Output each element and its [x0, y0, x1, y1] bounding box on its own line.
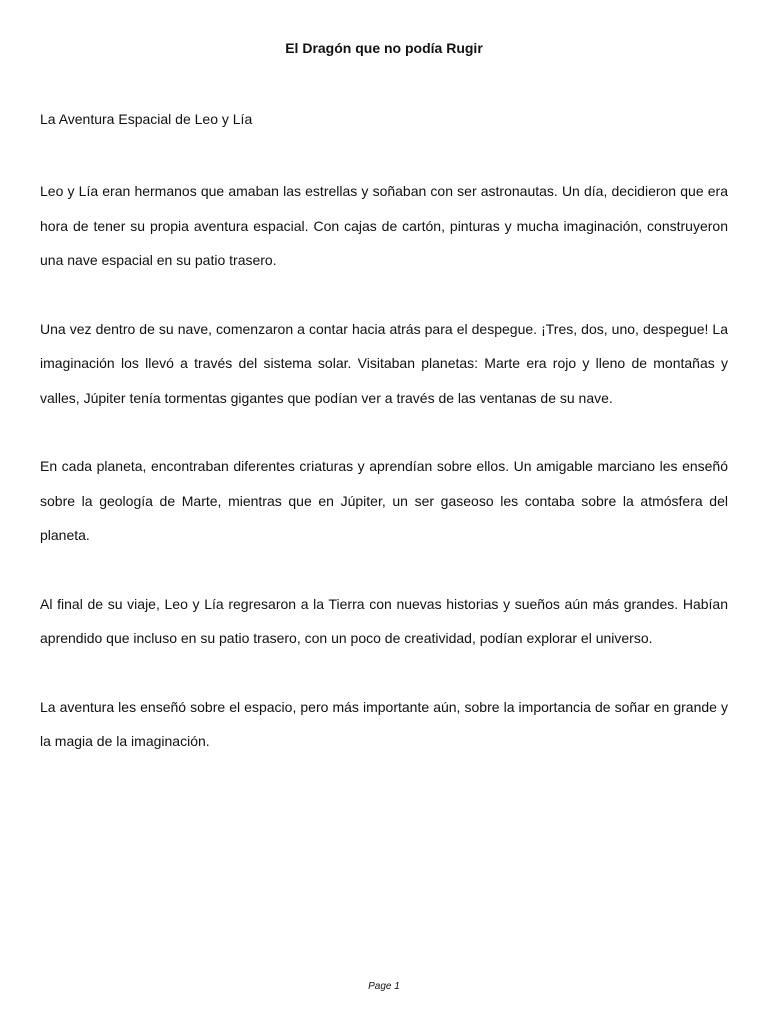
- paragraph: Una vez dentro de su nave, comenzaron a contar hacia atrás para el despegue. ¡Tres, dos, uno, despegue! La imaginación los llevó a través del sistema solar. Visitaban planetas: Marte era rojo y lleno de montañas y valles, Júpiter tenía tormentas gigantes que podían ver a través de las ventanas de su nave.: [40, 320, 728, 406]
- page-title: El Dragón que no podía Rugir: [285, 40, 483, 56]
- paragraph: Leo y Lía eran hermanos que amaban las estrellas y soñaban con ser astronautas. Un día, decidieron que era hora de tener su propia aventura espacial. Con cajas de cartón, pinturas y mucha imaginación, construyeron una nave espacial en su patio trasero.: [40, 183, 728, 268]
- story-body: [40, 174, 728, 793]
- paragraph: Al final de su viaje, Leo y Lía regresaron a la Tierra con nuevas historias y sueños aún más grandes. Habían aprendido que incluso en su patio trasero, con un poco de creatividad, podían explorar el universo.: [40, 595, 728, 646]
- page-number: Page 1: [368, 981, 400, 992]
- paragraph: La aventura les enseñó sobre el espacio, pero más importante aún, sobre la importancia de soñar en grande y la magia de la imaginación.: [40, 698, 728, 749]
- paragraph: En cada planeta, encontraban diferentes criaturas y aprendían sobre ellos. Un amigable marciano les enseñó sobre la geología de Marte, mientras que en Júpiter, un ser gaseoso les contaba sobre la atmósfera del planeta.: [40, 458, 728, 543]
- story-subtitle: La Aventura Espacial de Leo y Lía: [40, 111, 253, 127]
